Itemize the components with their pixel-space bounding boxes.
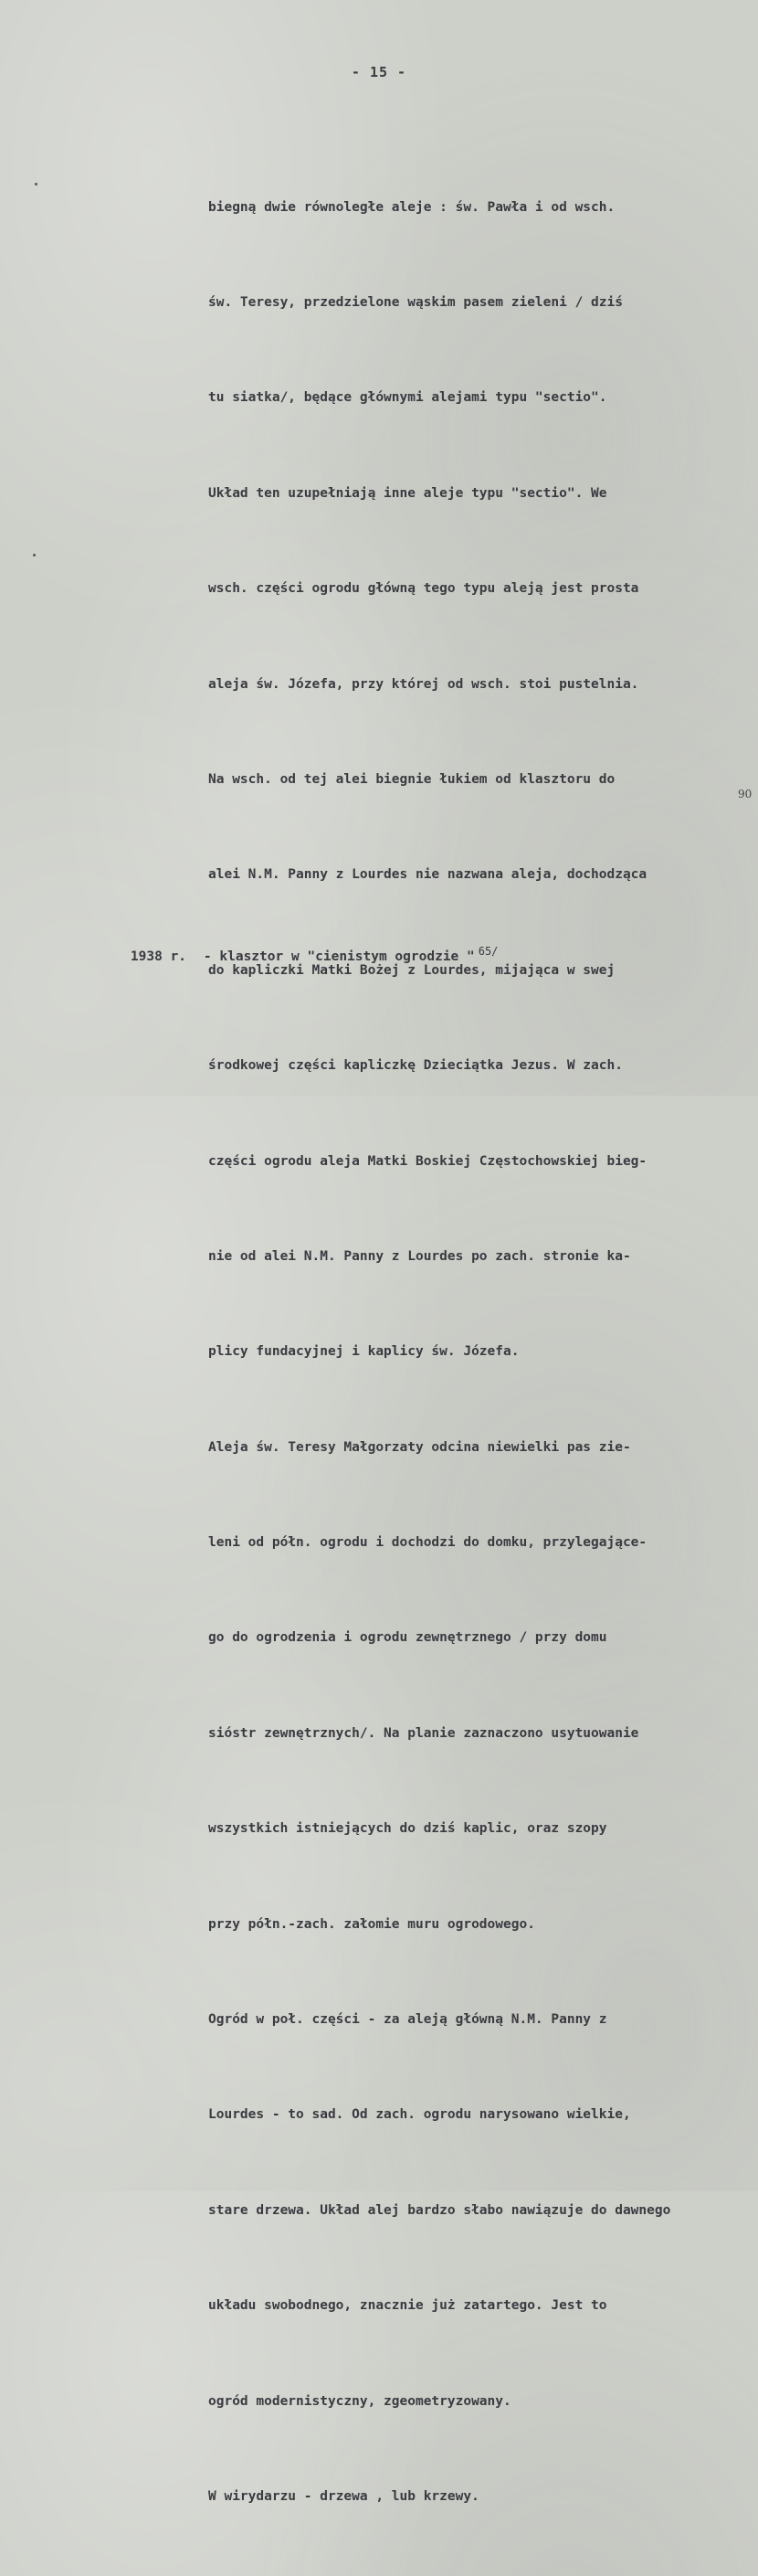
text-line: alei N.M. Panny z Lourdes nie nazwana aleja, dochodząca	[208, 867, 647, 883]
text-line: wsch. części ogrodu główną tego typu aleją jest prosta	[208, 581, 639, 597]
text-line: tu siatka/, będące głównymi alejami typu "sectio".	[208, 390, 607, 406]
text-line: W wirydarzu - drzewa , lub krzewy.	[208, 2488, 479, 2504]
text-line: biegną dwie równoległe aleje : św. Pawła i od wsch.	[208, 199, 616, 215]
section-title: - klasztor w "cienistym ogrodzie "	[203, 949, 475, 964]
text-line: układu swobodnego, znacznie już zatartego. Jest to	[208, 2298, 607, 2314]
text-line: sióstr zewnętrznych/. Na planie zaznaczono usytuowanie	[208, 1725, 639, 1741]
text-line: ogród modernistyczny, zgeometryzowany.	[208, 2393, 511, 2409]
margin-dot	[33, 554, 36, 557]
text-line: części ogrodu aleja Matki Boskiej Częstochowskiej bieg-	[208, 1153, 647, 1169]
text-line: aleja św. Józefa, przy której od wsch. stoi pustelnia.	[208, 676, 639, 692]
text-line: Lourdes - to sad. Od zach. ogrodu narysowano wielkie,	[208, 2107, 631, 2123]
text-line: stare drzewa. Układ alej bardzo słabo nawiązuje do dawnego	[208, 2202, 671, 2218]
text-line: nie od alei N.M. Panny z Lourdes po zach. stronie ka-	[208, 1248, 631, 1264]
text-line: św. Teresy, przedzielone wąskim pasem zieleni / dziś	[208, 294, 623, 310]
text-line: leni od półn. ogrodu i dochodzi do domku, przylegające-	[208, 1535, 647, 1551]
text-line: Układ ten uzupełniają inne aleje typu "sectio". We	[208, 485, 607, 501]
section-heading	[99, 930, 498, 979]
text-line: środkowej części kapliczkę Dzieciątka Jezus. W zach.	[208, 1058, 623, 1074]
section-year: 1938 r.	[130, 949, 187, 964]
margin-dot	[35, 183, 37, 186]
text-line: przy półn.-zach. załomie muru ogrodowego.	[208, 1916, 535, 1932]
text-line: Aleja św. Teresy Małgorzaty odcina niewielki pas zie-	[208, 1439, 631, 1455]
text-line: Ogród w poł. części - za aleją główną N.M. Panny z	[208, 2012, 607, 2028]
text-line: go do ogrodzenia i ogrodu zewnętrznego / przy domu	[208, 1630, 607, 1646]
text-line: wszystkich istniejących do dziś kaplic, oraz szopy	[208, 1821, 607, 1837]
text-line: do kapliczki Matki Bożej z Lourdes, mijająca w swej	[208, 962, 616, 978]
page-number: - 15 -	[351, 64, 407, 80]
margin-note: 90	[738, 788, 753, 800]
body-text	[208, 128, 747, 2576]
text-line: plicy fundacyjnej i kaplicy św. Józefa.	[208, 1344, 520, 1360]
text-line: Na wsch. od tej alei biegnie łukiem od klasztoru do	[208, 771, 616, 787]
footnote-ref: 65/	[478, 945, 499, 958]
